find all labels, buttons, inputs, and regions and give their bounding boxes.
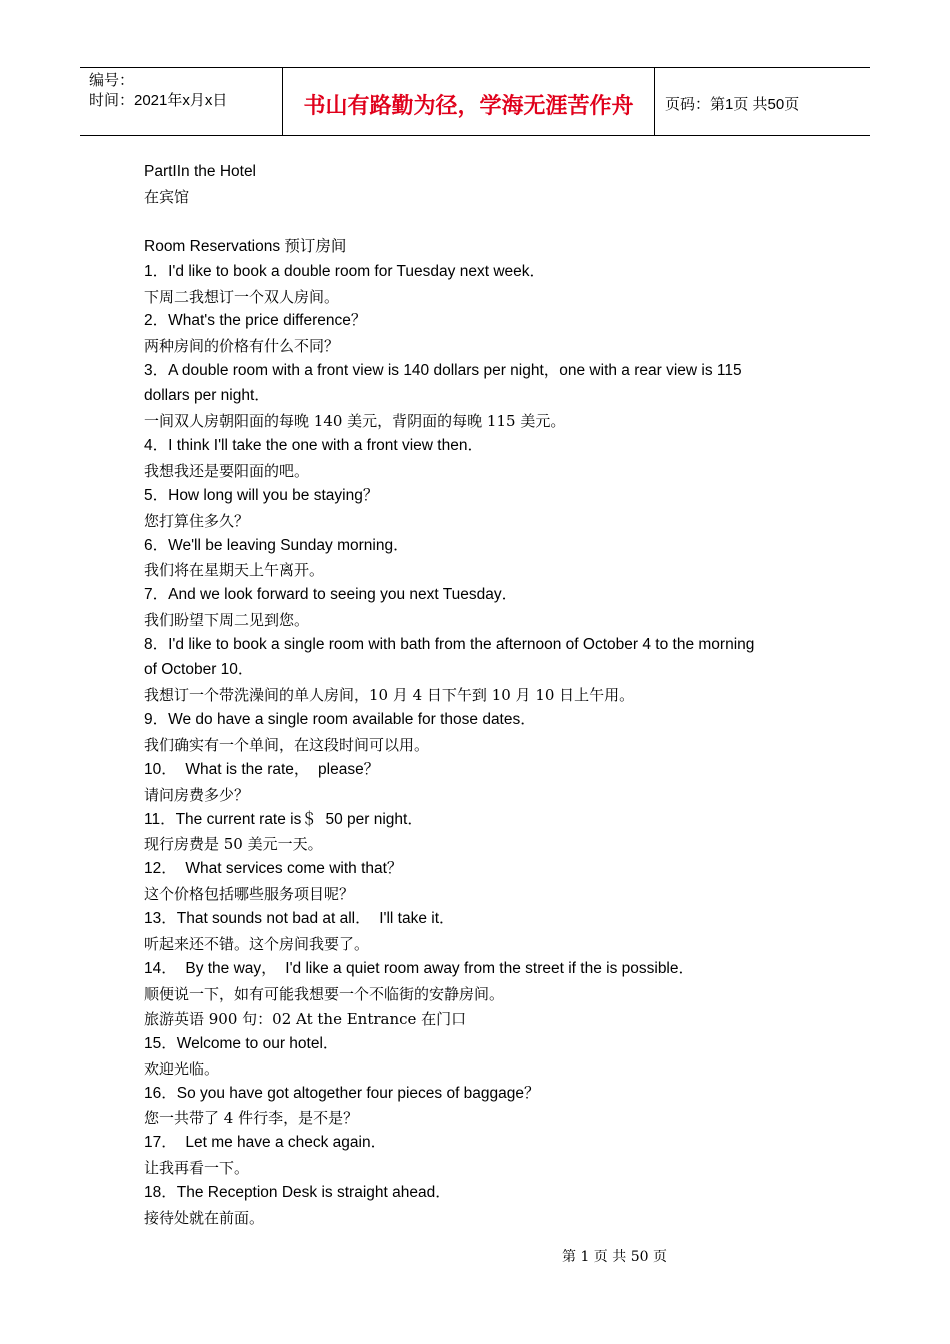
- text-line: 在宾馆: [144, 187, 190, 206]
- text-line: 9．We do have a single room available for those dates．: [144, 710, 536, 728]
- text-line: 顺便说一下，如有可能我想要一个不临街的安静房间。: [144, 984, 505, 1003]
- page-header: [80, 67, 870, 136]
- text-line: dollars per night．: [144, 387, 270, 405]
- header-motto: 书山有路勤为径，学海无涯苦作舟: [282, 68, 655, 135]
- document-body: [144, 160, 824, 1231]
- text-line: of October 10．: [144, 661, 254, 679]
- header-meta: [80, 68, 282, 135]
- text-line: 5．How long will you be staying？: [144, 486, 379, 504]
- text-line: 两种房间的价格有什么不同？: [144, 337, 340, 356]
- header-page-label: 页码：第1页 共50页: [665, 96, 800, 113]
- text-line: 7．And we look forward to seeing you next Tuesday．: [144, 586, 518, 604]
- text-line: PartIIn the Hotel: [144, 163, 257, 180]
- text-line: Room Reservations 预订房间: [144, 237, 347, 255]
- text-line: 您一共带了 4 件行李，是不是？: [144, 1109, 359, 1128]
- text-line: 我们盼望下周二见到您。: [144, 611, 310, 630]
- text-line: 旅游英语 900 句：02 At the Entrance 在门口: [144, 1009, 467, 1028]
- text-line: 请问房费多少？: [144, 785, 250, 804]
- text-line: 15．Welcome to our hotel．: [144, 1034, 339, 1052]
- text-line: 4．I think I'll take the one with a front view then．: [144, 436, 483, 454]
- text-line: 听起来还不错。这个房间我要了。: [144, 935, 370, 954]
- text-line: 2．What's the price difference？: [144, 312, 367, 330]
- page-footer: [0, 1246, 950, 1266]
- text-line: 我们确实有一个单间，在这段时间可以用。: [144, 735, 430, 754]
- text-line: 这个价格包括哪些服务项目呢？: [144, 885, 355, 904]
- text-line: 1．I'd like to book a double room for Tuesday next week．: [144, 262, 546, 280]
- number-label: 编号：: [89, 72, 135, 89]
- text-line: 现行房费是 50 美元一天。: [144, 835, 323, 854]
- text-line: 我想订一个带洗澡间的单人房间，10 月 4 日下午到 10 月 10 日上午用。: [144, 686, 635, 705]
- text-line: 6．We'll be leaving Sunday morning．: [144, 536, 409, 554]
- text-line: 您打算住多久？: [144, 511, 250, 530]
- text-line: 欢迎光临。: [144, 1059, 220, 1078]
- text-line: 14． By the way， I'd like a quiet room away from the street if the is possible．: [144, 959, 695, 977]
- text-line: 3．A double room with a front view is 140 dollars per night，one with a rear view is 115: [144, 362, 742, 380]
- footer-page-number: 第 1 页 共 50 页: [562, 1249, 667, 1265]
- text-line: 12． What services come with that？: [144, 860, 403, 878]
- text-line: [144, 210, 824, 235]
- text-line: 一间双人房朝阳面的每晚 140 美元，背阴面的每晚 115 美元。: [144, 412, 566, 431]
- text-line: 13．That sounds not bad at all． I'll take it．: [144, 910, 455, 928]
- text-line: 我想我还是要阳面的吧。: [144, 461, 310, 480]
- text-line: 接待处就在前面。: [144, 1209, 265, 1228]
- text-line: 我们将在星期天上午离开。: [144, 561, 325, 580]
- text-line: 18．The Reception Desk is straight ahead．: [144, 1184, 451, 1202]
- text-line: 8．I'd like to book a single room with bath from the afternoon of October 4 to the morning: [144, 636, 755, 654]
- text-line: 11．The current rate is＄ 50 per night．: [144, 810, 423, 828]
- text-line: 10． What is the rate， please？: [144, 760, 380, 778]
- time-label: 时间：2021年x月x日: [89, 92, 228, 109]
- text-line: 下周二我想订一个双人房间。: [144, 287, 340, 306]
- text-line: 17． Let me have a check again．: [144, 1134, 387, 1152]
- text-line: 让我再看一下。: [144, 1159, 250, 1178]
- text-line: 16．So you have got altogether four pieces of baggage？: [144, 1084, 540, 1102]
